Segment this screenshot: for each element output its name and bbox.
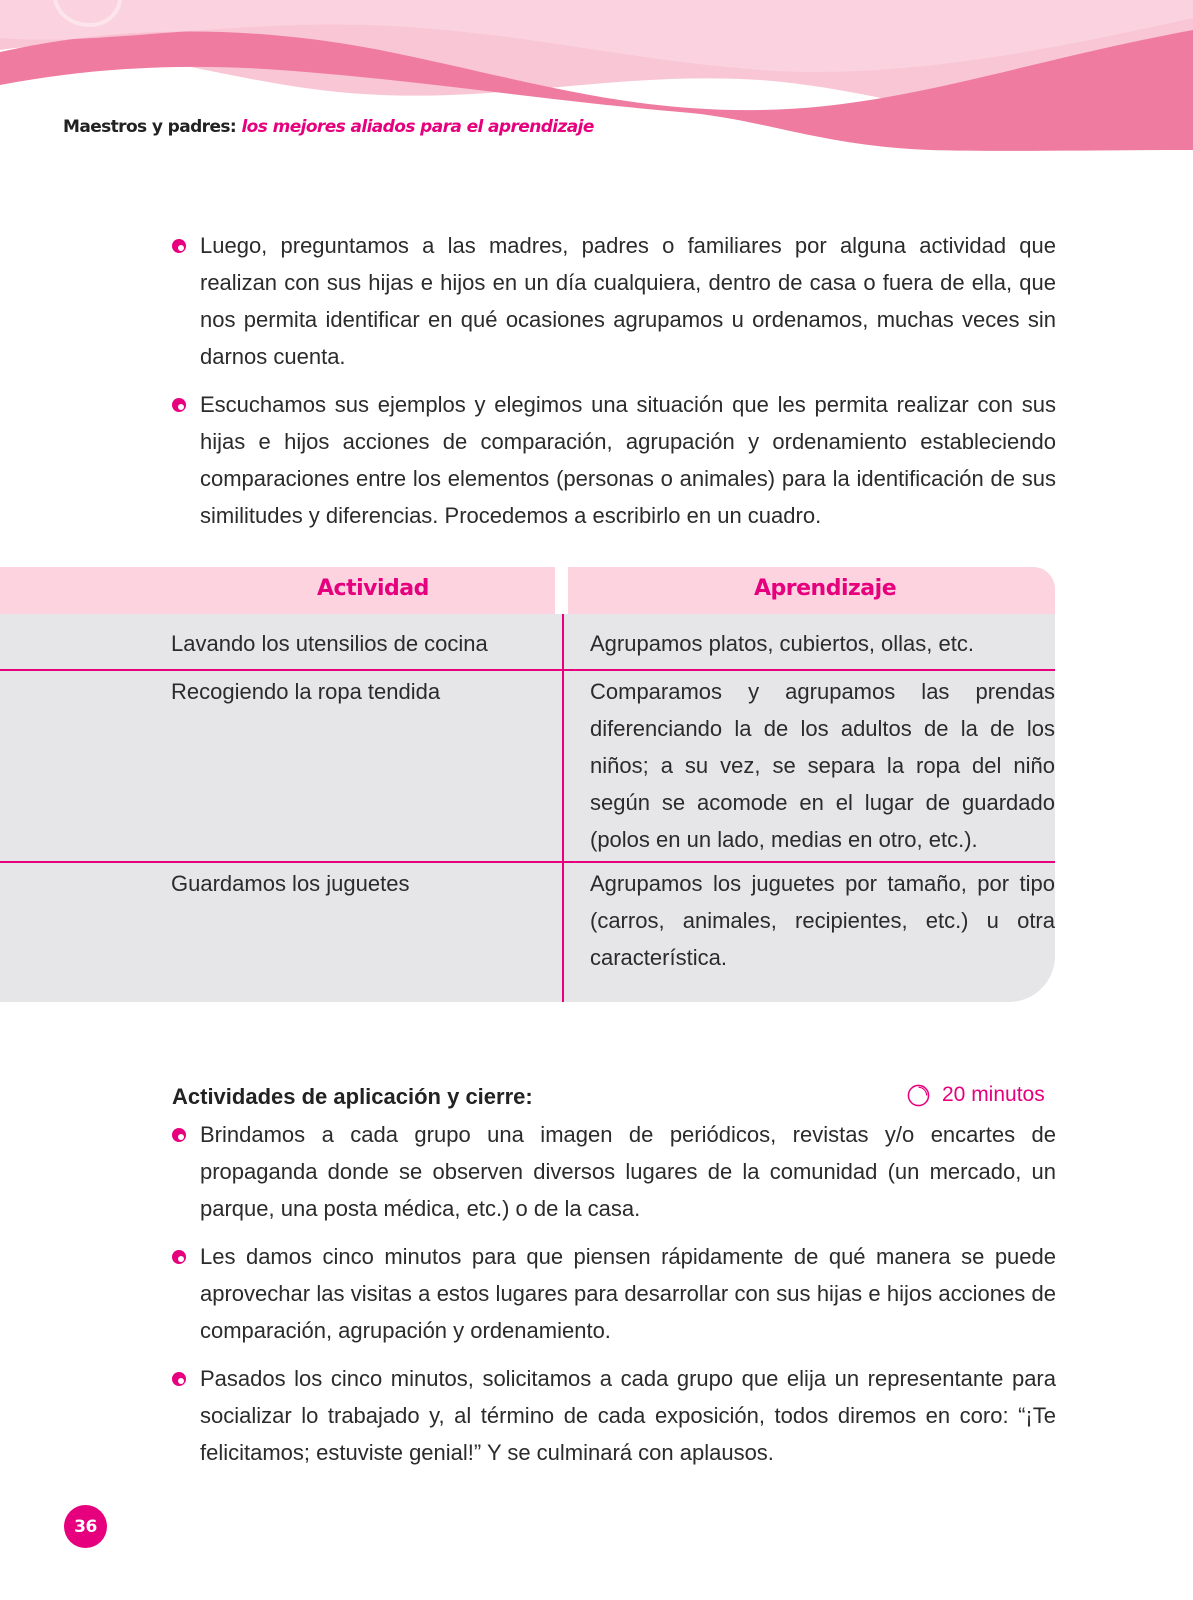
bullet-icon <box>172 1250 186 1264</box>
list-item <box>172 1116 1056 1227</box>
column-header: Actividad <box>317 576 429 601</box>
table-cell-actividad: Guardamos los juguetes <box>171 871 410 896</box>
column-header: Aprendizaje <box>754 576 897 601</box>
running-header <box>63 117 594 137</box>
duration-text: 20 minutos <box>942 1083 1045 1106</box>
table-cell-actividad: Recogiendo la ropa tendida <box>171 679 441 704</box>
list-item <box>172 1238 1056 1349</box>
bullet-text: Les damos cinco minutos para que piensen rápidamente de qué manera se puede aprovechar las visitas a estos lugares para desarrollar con sus hijas e hijos acciones de comparación, agrupación y ordenamiento. <box>200 1244 1056 1343</box>
table-cell-aprendizaje: Comparamos y agrupamos las prendas diferenciando la de los adultos de la de los niños; a su vez, se separa la ropa del niño según se acomode en el lugar de guardado (polos en un lado, medias en otro, etc.). <box>590 679 1055 852</box>
list-item <box>172 1360 1056 1471</box>
table-body <box>0 614 1055 1002</box>
bullet-icon <box>172 239 186 253</box>
table-cell-aprendizaje: Agrupamos los juguetes por tamaño, por tipo (carros, animales, recipientes, etc.) u otra característica. <box>590 871 1055 970</box>
list-item <box>172 227 1056 375</box>
duration-indicator <box>907 1083 1045 1107</box>
row-divider <box>0 861 1055 863</box>
bullet-icon <box>172 1372 186 1386</box>
activity-table <box>0 567 1055 1002</box>
list-item <box>172 386 1056 534</box>
header-cell-actividad <box>0 567 555 614</box>
clock-icon <box>907 1084 930 1107</box>
table-cell-actividad: Lavando los utensilios de cocina <box>171 631 488 656</box>
bullet-text: Luego, preguntamos a las madres, padres o familiares por alguna actividad que realizan con sus hijas e hijos en un día cualquiera, dentro de casa o fuera de ella, que nos permita identificar en qué ocasiones agrupamos u ordenamos, muchas veces sin darnos cuenta. <box>200 233 1056 369</box>
bullet-text: Escuchamos sus ejemplos y elegimos una situación que les permita realizar con sus hijas e hijos acciones de comparación, agrupación y ordenamiento estableciendo comparaciones entre los elementos (personas o animales) para la identificación de sus similitudes y diferencias. Procedemos a escribirlo en un cuadro. <box>200 392 1056 528</box>
running-header-prefix: Maestros y padres: <box>63 117 237 137</box>
intro-bullet-list <box>172 227 1056 545</box>
bullet-icon <box>172 398 186 412</box>
bullet-text: Brindamos a cada grupo una imagen de periódicos, revistas y/o encartes de propaganda donde se observen diversos lugares de la comunidad (un mercado, un parque, una posta médica, etc.) o de la casa. <box>200 1122 1056 1221</box>
page-number-badge: 36 <box>64 1505 107 1548</box>
running-header-accent: los mejores aliados para el aprendizaje <box>241 117 594 137</box>
header-cell-aprendizaje <box>568 567 1055 614</box>
row-divider <box>0 669 1055 671</box>
bullet-icon <box>172 1128 186 1142</box>
section-title: Actividades de aplicación y cierre: <box>172 1084 533 1109</box>
bullet-text: Pasados los cinco minutos, solicitamos a cada grupo que elija un representante para socializar lo trabajado y, al término de cada exposición, todos diremos en coro: “¡Te felicitamos; estuviste genial!” Y se culminará con aplausos. <box>200 1366 1056 1465</box>
table-cell-aprendizaje: Agrupamos platos, cubiertos, ollas, etc. <box>590 631 974 656</box>
closing-bullet-list <box>172 1116 1056 1482</box>
column-divider <box>562 614 564 1002</box>
table-header <box>0 567 1055 614</box>
